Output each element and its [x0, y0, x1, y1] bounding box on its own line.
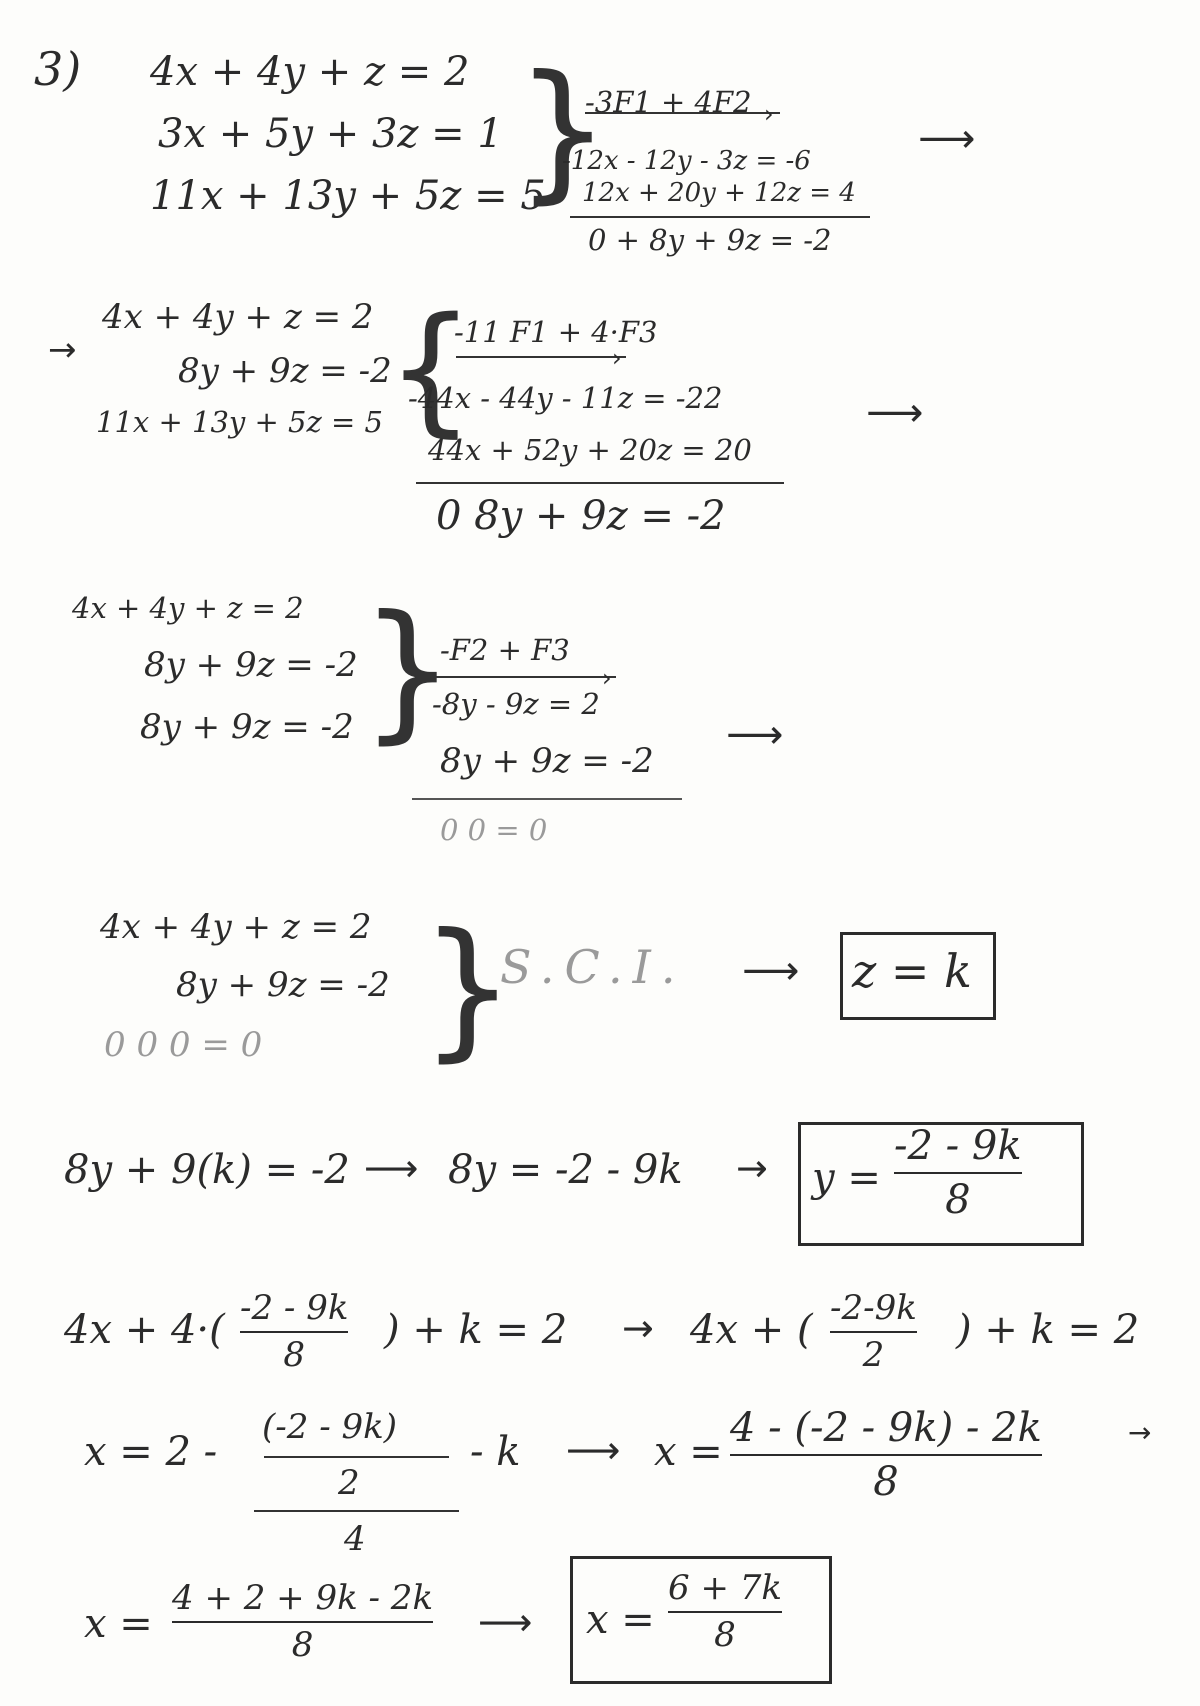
equation-2: 8y + 9z = -2 [144, 645, 358, 685]
operation-arrow-icon [456, 356, 626, 358]
equation-2: 8y + 9z = -2 [178, 351, 392, 391]
sum-result: 0 + 8y + 9z = -2 [588, 223, 832, 257]
equation-2: 8y + 9z = -2 [176, 965, 390, 1005]
sum-rule [416, 482, 784, 484]
x-label: x = [84, 1601, 153, 1647]
inner-fraction-bar [264, 1456, 449, 1458]
continue-arrow-icon: → [1128, 1416, 1152, 1449]
brace: } [360, 584, 456, 758]
step-arrow-icon: → [736, 1146, 768, 1190]
brace: { [386, 288, 476, 451]
sum-rule [412, 798, 682, 800]
inner-denominator: 2 [338, 1463, 360, 1503]
arrow-head-icon: › [602, 664, 612, 692]
boxed-x-label: x = [586, 1597, 655, 1643]
denominator: 2 [862, 1335, 885, 1376]
fraction-bar [830, 1331, 917, 1333]
step-arrow-icon: ⟶ [364, 1146, 419, 1190]
fraction-1 [240, 1290, 348, 1375]
equation-3: 11x + 13y + 5z = 5 [150, 173, 546, 219]
equation-1: 4x + 4y + z = 2 [150, 49, 470, 95]
fraction-2 [830, 1290, 917, 1375]
next-arrow-icon: ⟶ [918, 116, 976, 162]
sum-result: 0 0 = 0 [440, 813, 548, 847]
fraction-bar [894, 1172, 1022, 1174]
fraction-bar [240, 1331, 348, 1333]
equation-3: 0 0 0 = 0 [104, 1025, 263, 1065]
numerator: -2-9k [830, 1288, 917, 1328]
arrow-head-icon: › [612, 344, 622, 372]
row-operation: -11 F1 + 4·F3 [454, 315, 658, 349]
numerator: 4 - (-2 - 9k) - 2k [730, 1405, 1042, 1451]
system-classification: S.C.I. [500, 940, 686, 994]
sum-result: 0 8y + 9z = -2 [436, 493, 726, 539]
boxed-x-fraction [668, 1570, 782, 1655]
x-label: x = [654, 1429, 723, 1475]
denominator: 8 [873, 1459, 899, 1505]
work-line-1: -8y - 9z = 2 [432, 687, 600, 721]
parameter-definition: z = k [852, 944, 972, 998]
next-arrow-icon: ⟶ [866, 390, 924, 436]
brace: } [420, 902, 516, 1076]
result-arrow-icon: ⟶ [742, 948, 800, 994]
operation-arrow-icon [585, 112, 780, 114]
work-line-2: 12x + 20y + 12z = 4 [582, 178, 856, 208]
equation-3: 8y + 9z = -2 [140, 707, 354, 747]
continue-arrow-icon: → [48, 330, 77, 370]
y-fraction [894, 1124, 1022, 1222]
fraction-bar [172, 1621, 433, 1623]
numerator: 6 + 7k [668, 1568, 782, 1608]
work-line-2: 44x + 52y + 20z = 20 [428, 433, 752, 467]
step-arrow-icon: → [622, 1306, 654, 1350]
x-expression-start: x = 2 - [84, 1429, 218, 1475]
fraction-bar [668, 1611, 782, 1613]
problem-number: 3) [34, 42, 82, 96]
work-line-2: 8y + 9z = -2 [440, 741, 654, 781]
x-fraction [730, 1406, 1042, 1504]
outer-denominator: 4 [344, 1519, 366, 1559]
numerator: 4 + 2 + 9k - 2k [172, 1578, 434, 1618]
denominator: 8 [714, 1615, 736, 1656]
work-line-1: -44x - 44y - 11z = -22 [408, 381, 723, 415]
outer-fraction-bar [254, 1510, 459, 1512]
equation-1: 4x + 4y + z = 2 [100, 907, 372, 947]
operation-arrow-icon [436, 676, 616, 678]
numerator: -2 - 9k [894, 1123, 1022, 1169]
sum-rule [570, 216, 870, 218]
arrow-head-icon: › [764, 100, 774, 128]
denominator: 8 [945, 1177, 971, 1223]
denominator: 8 [283, 1335, 306, 1376]
rhs-start: 4x + ( [690, 1307, 813, 1353]
numerator: -2 - 9k [240, 1288, 349, 1328]
row-operation: -3F1 + 4F2 [585, 85, 752, 119]
equation-3: 11x + 13y + 5z = 5 [96, 405, 383, 439]
step-arrow-icon: ⟶ [566, 1428, 621, 1472]
equation-2: 3x + 5y + 3z = 1 [158, 111, 503, 157]
lhs-start: 4x + 4·( [64, 1307, 225, 1353]
brace: } [515, 44, 611, 218]
work-line-1: -12x - 12y - 3z = -6 [562, 146, 811, 176]
isolate-step: 8y = -2 - 9k [448, 1147, 683, 1193]
substitution: 8y + 9(k) = -2 [64, 1147, 350, 1193]
rhs-end: ) + k = 2 [956, 1307, 1140, 1353]
equation-1: 4x + 4y + z = 2 [72, 591, 304, 625]
lhs-end: ) + k = 2 [384, 1307, 568, 1353]
y-label: y = [812, 1155, 881, 1201]
step-arrow-icon: ⟶ [478, 1600, 533, 1644]
x-fraction [172, 1580, 433, 1665]
top-numerator: (-2 - 9k) [262, 1407, 397, 1447]
equation-1: 4x + 4y + z = 2 [102, 297, 374, 337]
minus-k: - k [470, 1429, 521, 1475]
denominator: 8 [291, 1625, 314, 1666]
row-operation: -F2 + F3 [440, 633, 570, 667]
fraction-bar [730, 1454, 1042, 1456]
next-arrow-icon: ⟶ [726, 712, 784, 758]
